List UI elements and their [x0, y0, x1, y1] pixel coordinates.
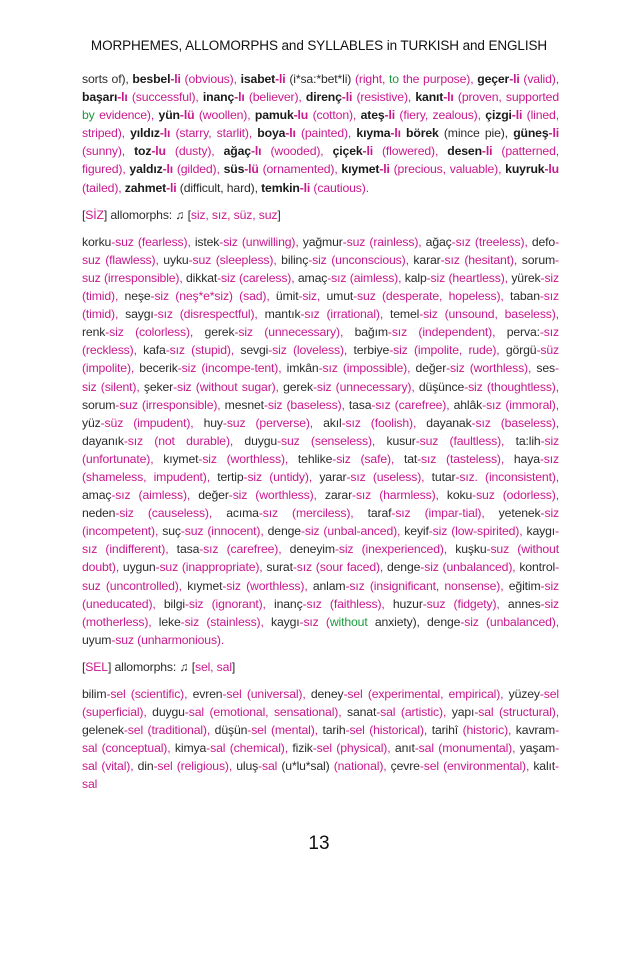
page-number: 13: [308, 833, 330, 854]
li-suffix-paragraph: sorts of), besbel-li (obvious), isabet-li (i*sa:*bet*li) (right, to the purpose), geçer-li (valid), başarı-lı (successful), inanç-lı (believer), direnç-li (resistive), kanıt-lı (proven, supported by evidence), yün-lü (woollen), pamuk-lu (cotton), ateş-li (fiery, zealous), çizgi-li (lined, striped), yıldız-lı (starry, starlit), boya-lı (painted), kıyma-lı börek (mince pie), güneş-li (sunny), toz-lu (dusty), ağaç-lı (wooded), çiçek-li (flowered), desen-li (patterned, figured), yaldız-lı (gilded), süs-lü (ornamented), kıymet-li (precious, valuable), kuyruk-lu (tailed), zahmet-li (difficult, hard), temkin-li (cautious).: [82, 72, 560, 195]
sel-suffix-paragraph: bilim-sel (scientific), evren-sel (universal), deney-sel (experimental, empirical), yüzey-sel (superficial), duygu-sal (emotional, sensational), sanat-sal (artistic), yapı-sal (structural), gelenek-sel (traditional), düşün-sel (mental), tarih-sel (historical), tarihî (historic), kavram-sal (conceptual), kimya-sal (chemical), fizik-sel (physical), anıt-sal (monumental), yaşam-sal (vital), din-sel (religious), uluş-sal (u*lu*sal) (national), çevre-sel (environmental), kalıt-sal: [82, 687, 560, 792]
sel-allomorphs-heading: [SEL] allomorphs: ♫ [sel, sal]: [82, 659, 236, 674]
running-header: MORPHEMES, ALLOMORPHS and SYLLABLES in TURKISH and ENGLISH: [90, 38, 548, 53]
siz-allomorphs-heading: [SİZ] allomorphs: ♫ [siz, sız, süz, suz]: [82, 207, 281, 222]
siz-suffix-paragraph: korku-suz (fearless), istek-siz (unwilling), yağmur-suz (rainless), ağaç-sız (treeless), defo-suz (flawless), uyku-suz (sleepless), bilinç-siz (unconscious), karar-sız (hesitant), sorum-suz (irresponsible), dikkat-siz (careless), amaç-sız (aimless), kalp-siz (heartless), yürek-siz (timid), neşe-siz (neş*e*siz) (sad), ümit-siz, umut-suz (desperate, hopeless), taban-sız (timid), saygı-sız (disrespectful), mantık-sız (irrational), temel-siz (unsound, baseless), renk-siz (colorless), gerek-siz (unnecessary), bağım-sız (independent), perva:-sız (reckless), kafa-sız (stupid), sevgi-siz (loveless), terbiye-siz (impolite, rude), görgü-süz (impolite), becerik-siz (incompe-tent), imkân-sız (impossible), değer-siz (worthless), ses-siz (silent), şeker-siz (without sugar), gerek-siz (unnecessary), düşünce-siz (thoughtless), sorum-suz (irresponsible), mesnet-siz (baseless), tasa-sız (carefree), ahlâk-sız (immoral), yüz-süz (impudent), huy-suz (perverse), akıl-sız (foolish), dayanak-sız (baseless), dayanık-sız (not durable), duygu-suz (senseless), kusur-suz (faultless), ta:lih-siz (unfortunate), kıymet-siz (worthless), tehlike-siz (safe), tat-sız (tasteless), haya-sız (shameless, impudent), tertip-siz (untidy), yarar-sız (useless), tutar-sız. (inconsistent), amaç-sız (aimless), değer-siz (worthless), zarar-sız (harmless), koku-suz (odorless), neden-siz (causeless), acıma-sız (merciless), taraf-sız (impar-tial), yetenek-siz (incompetent), suç-suz (innocent), denge-siz (unbal-anced), keyif-siz (low-spirited), kaygı-sız (indifferent), tasa-sız (carefree), deneyim-siz (inexperienced), kuşku-suz (without doubt), uygun-suz (inappropriate), surat-sız (sour faced), denge-siz (unbalanced), kontrol-suz (uncontrolled), kıymet-siz (worthless), anlam-sız (insignificant, nonsense), eğitim-siz (uneducated), bilgi-siz (ignorant), inanç-sız (faithless), huzur-suz (fidgety), annes-siz (motherless), leke-siz (stainless), kaygı-sız (without anxiety), denge-siz (unbalanced), uyum-suz (unharmonious).: [82, 234, 560, 647]
page-body: [82, 70, 559, 794]
